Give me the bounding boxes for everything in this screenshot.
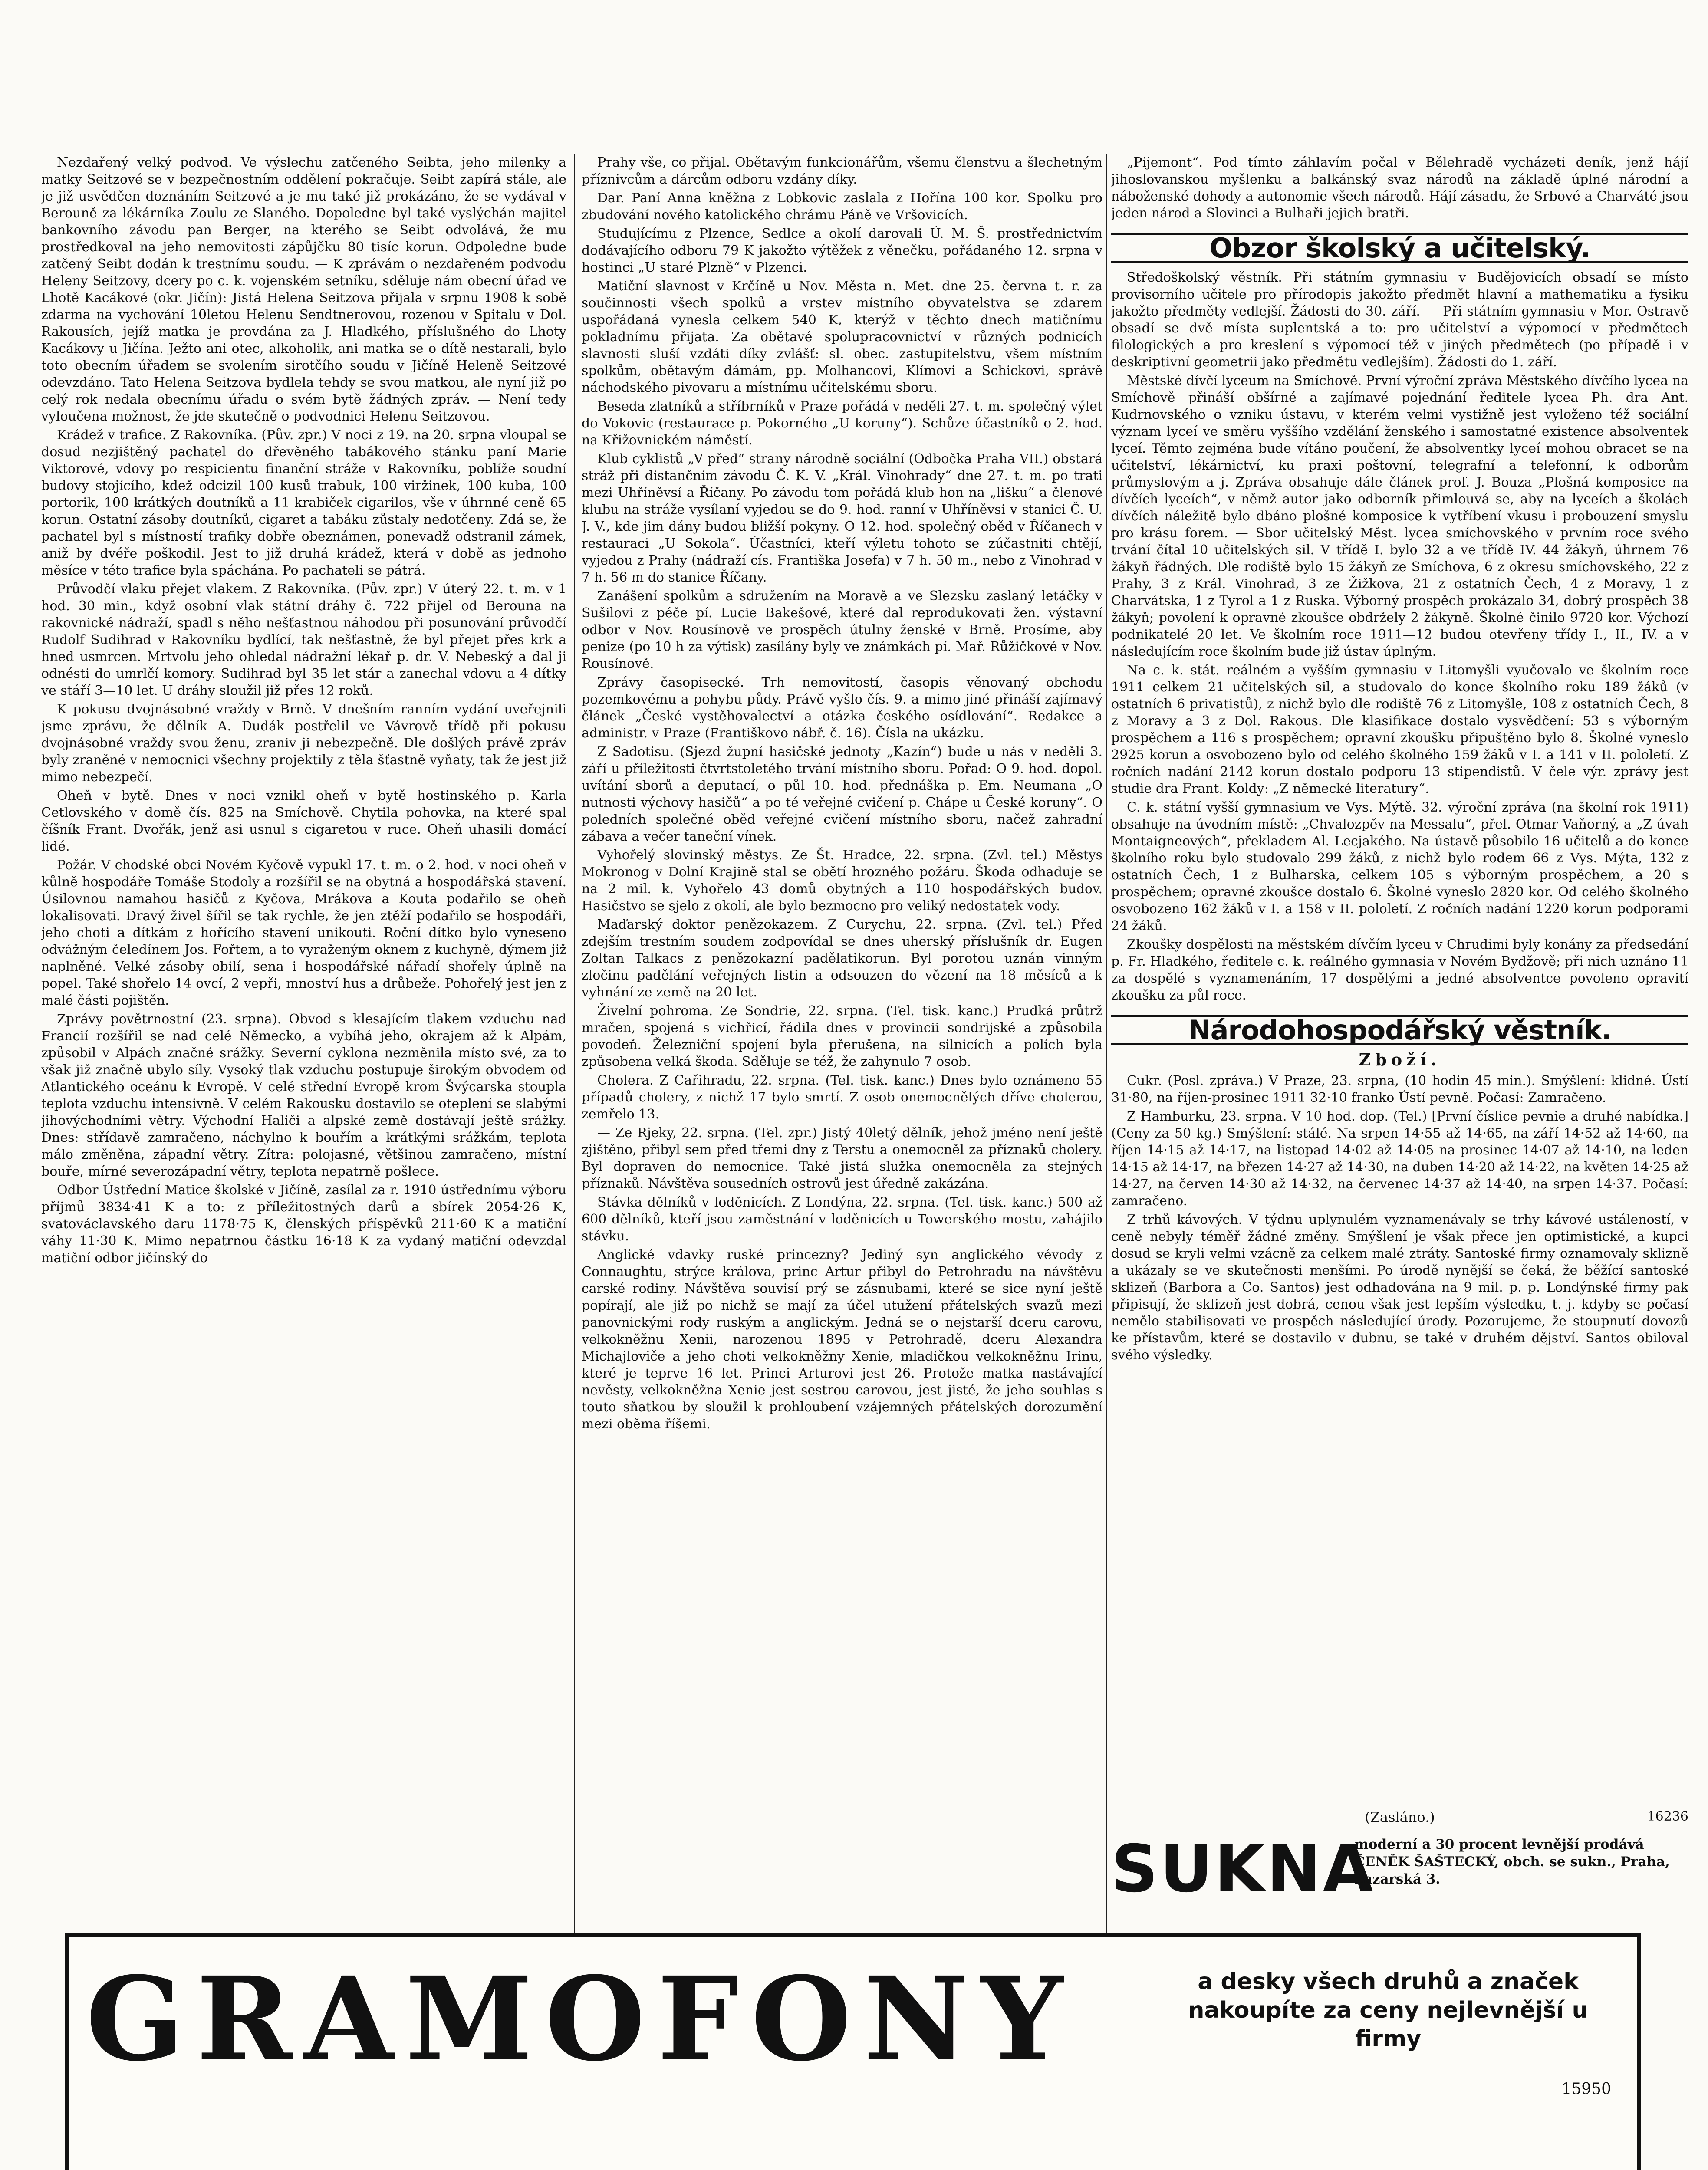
article-beseda: Beseda zlatníků a stříbrníků v Praze pořádá v neděli 27. t. m. společný výlet do Vokovic (restaurace p. Pokorného „U koruny“). Schůze účastníků o 2. hod. na Křižovnickém náměstí. (582, 399, 1102, 448)
section-title-schools: Obzor školský a učitelský. (1111, 233, 1688, 263)
article-klub: Klub cyklistů „V před“ strany národně sociální (Odbočka Praha VII.) obstará stráž při distančním závodu Č. K. V. „Král. Vinohrady“ dne 27. t. m. po trati mezi Uhříněvsí a Říčany. Po závodu tom pořádá klub hon na „lišku“ a členové klubu na stráže vysílaní vyjedou se do 9. hod. ranní v Uhříněvsi v stanici Č. U. J. V., kde jim dány budou bližší pokyny. O 12. hod. společný oběd v Říčanech v restauraci „U Sokola“. Účastníci, kteří výletu tohoto se zúčastniti chtějí, vyjedou z Prahy (nádraží cís. Františka Josefa) v 7 h. 50 m., nebo z Vinohrad v 7 h. 56 m do stanice Říčany. (582, 451, 1102, 585)
article-casopisy: Zprávy časopisecké. Trh nemovitostí, časopis věnovaný obchodu pozemkovému a pohybu půdy. Právě vyšlo čís. 9. a mimo jiné přináší zajímavý článek „České vystěhovalectví a otázka českého osídlování“. Redakce a administr. v Praze (Františkovo nábř. č. 16). Čísla na ukázku. (582, 675, 1102, 741)
article-kradez: Krádež v trafice. Z Rakovníka. (Pův. zpr.) V noci z 19. na 20. srpna vloupal se dosud nezjištěný pachatel do dřevěného tabákového stánku paní Marie Viktorové, vdovy po respicientu finanční stráže v Rakovníku, poblíže soudní budovy stojícího, kdež odcizil 100 kusů trabuk, 100 viržinek, 100 kuba, 100 portorik, 100 krátkých doutníků a 11 krabiček cigarilos, vše v úhrnné ceně 65 korun. Ostatní zásoby doutníků, cigaret a tabáku zůstaly nedotčeny. Zdá se, že pachatel byl s místností trafiky dobře obeznámen, ponevadž odstranil zámek, aniž by dvéře poškodil. Jest to již druhá krádež, která v době as jednoho měsíce v této trafice byla spáchána. Po pachateli se pátrá. (41, 427, 566, 578)
article-vrazda: K pokusu dvojnásobné vraždy v Brně. V dnešním ranním vydání uveřejnili jsme zprávu, že dělník A. Dudák postřelil ve Vávrově třídě při pokusu dvojnásobné vraždy svou ženu, zraniv ji nebezpečně. Dle došlých právě zpráv byly zraněné v nemocnici všechny projektily z těla šťastně vyňaty, tak že jest již mimo nebezpečí. (41, 702, 566, 785)
article-cholera: Cholera. Z Cařihradu, 22. srpna. (Tel. tisk. kanc.) Dnes bylo oznámeno 55 případů cholery, z nichž 17 bylo smrtí. Z osob onemocnělých dříve cholerou, zemřelo 13. (582, 1073, 1102, 1122)
sukna-heading: SUKNA (1111, 1831, 1375, 1907)
article-doktor: Maďarský doktor penězokazem. Z Curychu, 22. srpna. (Zvl. tel.) Před zdejším trestním soudem zodpovídal se dnes uherský příslušník dr. Eugen Zoltan Talkacs z penězokazní padělatikorun. Byl porotou uznán vinným zločinu padělání veřejných listin a odsouzen do vězení na 18 měsíců a k vyhnání ze země na 20 let. (582, 917, 1102, 1000)
article-plzenec: Studujícímu z Plzence, Sedlce a okolí darovali Ú. M. Š. prostřednictvím dodávajícího odboru 79 K jakožto výtěžek z věnečku, pořádaného 12. srpna v hostinci „U staré Plzně“ v Plzenci. (582, 226, 1102, 275)
ad-tagline: a desky všech druhů a značek nakoupíte za ceny nejlevnější u firmy (1188, 1969, 1588, 2052)
article-krcin: Matiční slavnost v Krčíně u Nov. Města n. Met. dne 25. června t. r. za součinnosti všech spolků a vrstev místního obyvatelstva se zdarem uspořádaná vynesla celkem 540 K, kterýž v těchto dnech matičnímu pokladnímu přijata. Za obětavé spolupracovnictví v různých podnicích slavnosti sluší vzdáti díky zvlášť: sl. obec. zastupitelstvu, všem místním spolkům, obětavým dámám, pp. Molhancovi, Klímovi a Schickovi, správě náchodského pivovaru a místnímu učitelskému sboru. (582, 279, 1102, 395)
article-dar: Dar. Paní Anna kněžna z Lobkovic zaslala z Hořína 100 kor. Spolku pro zbudování nového katolického chrámu Páně ve Vršovicích. (582, 191, 1102, 223)
column-left (41, 154, 566, 1936)
article-hasici: Z Sadotisu. (Sjezd župní hasičské jednoty „Kazín“) bude u nás v neděli 3. září u příležitosti čtvrtstoletého trvání místního sboru. Pořad: O 9. hod. dopol. uvítání sborů a deputací, o půl 10. hod. přednáška p. Em. Neumana „O nutnosti výchovy hasičů“ a po té veřejné cvičení p. Chápe u České koruny“. O poledních společné oběd veřejné cvičení místního sboru, načež zahradní zábava a večer taneční vínek. (582, 744, 1102, 844)
article-pijemont: „Pijemont“. Pod tímto záhlavím počal v Bělehradě vycházeti deník, jenž hájí jihoslovanskou myšlenku a balkánský svaz národů na základě úplné národní a náboženské dohody a autonomie všech národů. Hájí zásadu, že Srbové a Charváté jsou jeden národ a Slovinci a Bulhaři jejich bratři. (1111, 155, 1688, 221)
article-cukr: Cukr. (Posl. zpráva.) V Praze, 23. srpna, (10 hodin 45 min.). Smýšlení: klidné. Ústí 31·80, na říjen-prosinec 1911 32·10 franko Ústí pevně. Počasí: Zamračeno. (1111, 1073, 1688, 1105)
article-podvod: Nezdařený velký podvod. Ve výslechu zatčeného Seibta, jeho milenky a matky Seitzové se v bezpečnostním oddělení pokračuje. Seibt zapírá stále, ale je již usvědčen doznáním Seitzové a je mu také již prokázáno, že se vydával v Berouně za lékárníka Zoulu ze Slaného. Dopoledne byl také vyslýchán majitel bankovního závodu pan Berger, na kterého se Seibt odvolává, že mu prostředkoval na jeho nemovitosti zápůjčku 80 tisíc korun. Odpoledne bude zatčený Seibt dodán k trestnímu soudu. — K zprávám o nezdařeném podvodu Heleny Seitzovy, dcery po c. k. vojenském setníku, sděluje nám obecní úřad ve Lhotě Kacákové (okr. Jičín): Jistá Helena Seitzova přijala v srpnu 1908 k sobě zdarma na vychování 10letou Helenu Sendtnerovou, rozenou v Spitalu v Dol. Rakousích, jejíž matka je provdána za J. Hladkého, příslušného do Lhoty Kacákovy u Jičína. Ježto ani otec, alkoholik, ani matka se o dítě nestarali, bylo toto obecním úřadem se svolením sirotčího soudu v Jičíně Heleně Seitzové odevzdáno. Tato Helena Seitzova bydlela tehdy se svou matkou, ale nyní již po celý rok nedala obecnímu úřadu o svém bytě žádných zpráv. — Není tedy vyloučena možnost, že jde skutečně o podvodnici Helenu Seitzovou. (41, 155, 566, 424)
article-chrudim: Zkoušky dospělosti na městském dívčím lyceu v Chrudimi byly konány za předsedání p. Fr. Hladkého, ředitele c. k. reálného gymnasia v Novém Bydžově; při nich uznáno 11 za dospělé s vyznamenáním, 17 dospělými a jedné absolventce povoleno opravití zkoušku za půl roce. (1111, 937, 1688, 1003)
article-mokronog: Vyhořelý slovinský městys. Ze Št. Hradce, 22. srpna. (Zvl. tel.) Městys Mokronog v Dolní Krajině stal se obětí hrozného požáru. Škoda odhaduje se na 2 mil. k. Vyhořelo 43 domů obytných a 110 hospodářských budov. Hasičstvo se sjelo z okolí, ale bylo bezmocno pro veliký nedostatek vody. (582, 848, 1102, 914)
article-ohen: Oheň v bytě. Dnes v noci vznikl oheň v bytě hostinského p. Karla Cetlovského v domě čís. 825 na Smíchově. Chytila pohovka, na které spal číšník Frant. Dvořák, jenž asi usnul s cigaretou v ruce. Oheň uhasili domácí lidé. (41, 788, 566, 854)
sukna-notice: (Zasláno.) (1365, 1809, 1435, 1825)
ad-number: 15950 (1561, 2080, 1611, 2098)
column-middle (582, 154, 1102, 1936)
article-kava: Z trhů kávových. V týdnu uplynulém vyznamenávaly se trhy kávové ustáleností, v ceně nebyly téměř žádné změny. Smýšlení je však přece jen optimistické, a kupci dosud se kryli velmi vzácně za celkem malé ztráty. Santoské firmy oznamovaly sklizně a ukázaly se ve skutečnosti menšími. Po úrodě nynější se čeká, že běžící santoské sklizeň (Barbora a Co. Santos) jest odhadována na 9 mil. p. p. Londýnské firmy pak připisují, že sklizeň jest dobrá, cenou však jest lepším výsledku, t. j. kdyby se počasí nemělo stabilisovati ve prospěch následující úrody. Pozorujeme, že stoupnutí dovozů ke přístavům, které se dostavilo v dubnu, se také v druhém dějství. Santos obiloval svého výsledky. (1111, 1212, 1688, 1363)
article-hamburk: Z Hamburku, 23. srpna. V 10 hod. dop. (Tel.) [První číslice pevnie a druhé nabídka.] (Ceny za 50 kg.) Smýšlení: stálé. Na srpen 14·55 až 14·65, na září 14·52 až 14·60, na říjen 14·15 až 14·17, na listopad 14·02 až 14·05 na prosinec 14·07 až 14·10, na leden 14·15 až 14·17, na březen 14·27 až 14·30, na duben 14·20 až 14·22, na květen 14·25 až 14·27, na červen 14·30 až 14·32, na červenec 14·37 až 14·40, na srpen 14·37. Počasí: zamračeno. (1111, 1109, 1688, 1209)
sukna-advert (1111, 1805, 1688, 1939)
column-right (1111, 154, 1688, 1936)
article-myto: C. k. státní vyšší gymnasium ve Vys. Mýtě. 32. výroční zpráva (na školní rok 1911) obsahuje na úvodním místě: „Chvalozpěv na Messalu“, přel. Otmar Vaňorný, a „Z úvah Montaigneových“, překladem Al. Lecjakého. Na ústavě působilo 16 učitelů a do konce školního roku bylo studovalo 299 žáků, z nichž bylo rodem 66 z Vys. Mýta, 132 z ostatních Čech, 1 z Bulharska, celkem 105 s výborným prospěchem, a 20 s prospěchem; opravné zkoušce dostalo 6. Školné vyneslo 2820 kor. Od celého školného osvobozeno 162 žáků v I. a 158 v II. pololetí. Z ročních nadání 1220 korun podporami 24 žáků. (1111, 800, 1688, 934)
article-moravy: Zanášení spolkům a sdružením na Moravě a ve Slezsku zaslaný letáčky v Sušilovi z péče pí. Lucie Bakešové, které dal reprodukovati žen. výstavní odbor v Nov. Rousínově ve prospěch útulny ženské v Brně. Prosíme, aby penize (po 10 h za výtisk) zasílány byly ve známkách pí. Mař. Růžičkové v Nov. Rousínově. (582, 589, 1102, 671)
article-pocasi: Zprávy povětrnostní (23. srpna). Obvod s klesajícím tlakem vzduchu nad Francií rozšířil se nad celé Německo, a vybíhá jeho, okrajem až k Alpám, způsobil v Alpách značné srážky. Severní cyklona nezměnila místo své, za to však již značně ubylo síly. Vysoký tlak vzduchu postupuje širokým obvodem od Atlantického oceánu k Evropě. V celé střední Evropě krom Švýcarska stoupla teplota vzduchu intensivně. V celém Rakousku dostavilo se oteplení se slabými jihovýchodními větry. Východní Haliči a alpské země dostávají ještě srážky. Dnes: střídavě zamračeno, náchylno k bouřím a krátkými srážkám, teplota málo změněna, západní větry. Zítra: polojasné, většinou zamračeno, místní bouře, mírné severozápadní větry, teplota nepatrně pošlece. (41, 1012, 566, 1179)
column-divider (1106, 154, 1107, 1936)
ad-brand: GRAMOFONY (86, 1952, 1075, 2087)
article-vdavky: Anglické vdavky ruské princezny? Jediný syn anglického vévody z Connaughtu, strýce králova, princ Artur přibyl do Petrohradu na návštěvu carské rodiny. Návštěva souvisí prý se zásnubami, které se sice nyní ještě popírají, ale již po nichž se mají za účel utužení přátelských svazů mezi panovnickými rody ruským a anglickým. Jedná se o nejstarší dceru carovu, velkokněžnu Xenii, narozenou 1895 v Petrohradě, dceru Alexandra Michajloviče a jeho choti velkokněžny Xenie, mladičkou velkokněžnu Irinu, které je teprve 16 let. Princi Arturovi jest 26. Protože matka nastávající nevěsty, velkokněžna Xenie jest sestrou carovou, jest jisté, že jeho souhlas s touto sňatkou by sloužil k prohloubení vzájemných přátelských dorozumění mezi oběma říšemi. (582, 1247, 1102, 1432)
article-matice: Odbor Ústřední Matice školské v Jičíně, zasílal za r. 1910 ústřednímu výboru příjmů 3834·41 K a to: z příležitostných darů a sbírek 2054·26 K, svatováclavského daru 1178·75 K, členských příspěvků 211·60 K a matiční váhy 11·30 K. Mimo nepatrnou částku 16·18 K za vydaný matiční odevzdal matiční odbor jičínský do (41, 1183, 566, 1266)
article-rjeka: — Ze Rjeky, 22. srpna. (Tel. zpr.) Jistý 40letý dělník, jehož jméno není ještě zjištěno, přibyl sem před třemi dny z Terstu a onemocněl za příznaků cholery. Byl dopraven do nemocnice. Také jistá služka onemocněla za stejných příznaků. Návštěva sousedních ostrovů jest úředně zakázána. (582, 1125, 1102, 1191)
article-stredoskolsky: Středoškolský věstník. Při státním gymnasiu v Budějovicích obsadí se místo provisorního učitele pro přírodopis jakožto předmět hlavní a mathematiku a fysiku jakožto předměty vedlejší. Žádosti do 30. září. — Při státním gymnasiu v Mor. Ostravě obsadí se dvě místa suplentská a to: pro učitelství a výpomocí v předmětech filologických a pro kreslení s výpomocí též v jiných předmětech (po případě i v deskriptivní geometrii jako předmětu vedlejším). Žádosti do 1. září. (1111, 270, 1688, 370)
sukna-text: moderní a 30 procent levnější prodává ČENĚK ŠAŠTECKÝ, obch. se sukn., Praha, Lazarská 3. (1354, 1837, 1670, 1887)
section-subtitle-goods: Zboží. (1359, 1050, 1441, 1069)
section-title-economy: Národohospodářský věstník. (1111, 1015, 1688, 1045)
article-pruvodci: Průvodčí vlaku přejet vlakem. Z Rakovníka. (Pův. zpr.) V úterý 22. t. m. v 1 hod. 30 min., když osobní vlak státní dráhy č. 722 přijel od Berouna na rakovnické nádraží, spadl s něho nešťastnou náhodou při posunování průvodčí Rudolf Sudihrad v Rakovníku bydlící, tak nešťastně, že byl přejet přes krk a hned usmrcen. Mrtvolu jeho ohledal nádražní lékař p. dr. V. Nebeský a dal ji odnésti do umrlčí komory. Sudihrad byl 35 let stár a zanechal vdovu a 4 dítky ve stáří 3—10 let. U dráhy sloužil již přes 12 roků. (41, 582, 566, 698)
article-sondrio: Živelní pohroma. Ze Sondrie, 22. srpna. (Tel. tisk. kanc.) Prudká průtrž mračen, spojená s vichřicí, řádila dnes v provincii sondrijské a způsobila povodeň. Železniční spojení byla přerušena, na silnicích a polích byla způsobena velká škoda. Sděluje se též, že zahynulo 7 osob. (582, 1003, 1102, 1069)
article-stavka: Stávka dělníků v loděnicích. Z Londýna, 22. srpna. (Tel. tisk. kanc.) 500 až 600 dělníků, kteří jsou zaměstnání v loděnicích u Towerského mostu, zahájilo stávku. (582, 1195, 1102, 1244)
gramofony-advert (65, 1933, 1641, 2170)
article-lyceum: Městské dívčí lyceum na Smíchově. První výroční zpráva Městského dívčího lycea na Smíchově přináší obšírné a zajímavé pojednání ředitele lycea Ph. dra Ant. Kudrnovského o vzniku ústavu, v kterém velmi vystižně jest vyloženo též sociální význam lyceí ve směru vyššího vzdělání ženského i samostatné existence absolventek lyceí. Těmto zejména bude vítáno poučení, že absolventky lyceí mohou obracet se na učitelství, lékárnictví, ku praxi poštovní, telegrafní a telefonní, k odborům průmyslovým a j. Zpráva obsahuje dále článek prof. J. Bouza „Plošná komposice na dívčích lyceích“, v němž autor jako odborník přimlouvá se, aby na lyceích a školách dívčích náležitě bylo dbáno plošné komposice k vytříbení vkusu i probouzení smyslu pro krásu forem. — Sbor učitelský Měst. lycea smíchovského v prvním roce svého trvání čítal 10 učitelských sil. V třídě I. bylo 32 a ve třídě IV. 44 žákyň, úhrnem 76 žákyň řádných. Dle rodiště bylo 15 žákyň ze Smíchova, 6 z okresu smíchovského, 22 z Prahy, 3 z Král. Vinohrad, 3 ze Žižkova, 21 z ostatních Čech, 4 z Moravy, 1 z Charvátska, 1 z Tyrol a 1 z Ruska. Výborný prospěch prokázalo 34, dobrý prospěch 38 žákyň; povolení k opravné zkoušce obdržely 2 žákyně. Školné činilo 9720 kor. Výchozí podnikatelé 20 let. Ve školním roce 1911—12 budou otevřeny třídy I., II., IV. a v následujícím roce školním bude již ústav úplným. (1111, 373, 1688, 659)
sukna-number: 16236 (1647, 1809, 1688, 1824)
article-prahy: Prahy vše, co přijal. Obětavým funkcionářům, všemu členstvu a šlechetným příznivcům a dárcům odboru vzdány díky. (582, 155, 1102, 187)
article-litomysl: Na c. k. stát. reálném a vyšším gymnasiu v Litomyšli vyučovalo ve školním roce 1911 celkem 21 učitelských sil, a studovalo do konce školního roku 189 žáků (v ostatních 6 privatistů), z nichž bylo dle rodiště 76 z Litomyšle, 108 z ostatních Čech, 8 z Moravy a 3 z Dol. Rakous. Dle klasifikace dostalo vysvědčení: 53 s výborným prospěchem a 116 s prospěchem; opravní zkoušku připuštěno bylo 8. Školné vyneslo 2925 korun a osvobozeno bylo od celého školného 159 žáků v I. a 141 v II. pololetí. Z ročních nadání 2142 korun dostalo podporu 13 stipendistů. V čele výr. zprávy jest studie dra Frant. Koldy: „Z německé literatury“. (1111, 663, 1688, 796)
column-divider (574, 154, 575, 1936)
article-pozar: Požár. V chodské obci Novém Kyčově vypukl 17. t. m. o 2. hod. v noci oheň v kůlně hospodáře Tomáše Stodoly a rozšířil se na obytná a hospodářská stavení. Úsilovnou namahou hasičů z Kyčova, Mrákova a Kouta podařilo se oheň lokalisovati. Dravý živel šířil se tak rychle, že jen ztěží podařilo se hospodáři, jeho choti a dítkám z hořícího stavení unikouti. Roční dítko bylo vyneseno odvážným čeledínem Jos. Fořtem, a to vyraženým oknem z kuchyně, dýmem již naplněné. Velké zásoby obilí, sena i hospodářské nářadí shořely úplně na popel. Také shořelo 14 ovcí, 2 vepři, mnoství hus a drůbeže. Pohořelý jest jen z malé části pojištěn. (41, 858, 566, 1008)
